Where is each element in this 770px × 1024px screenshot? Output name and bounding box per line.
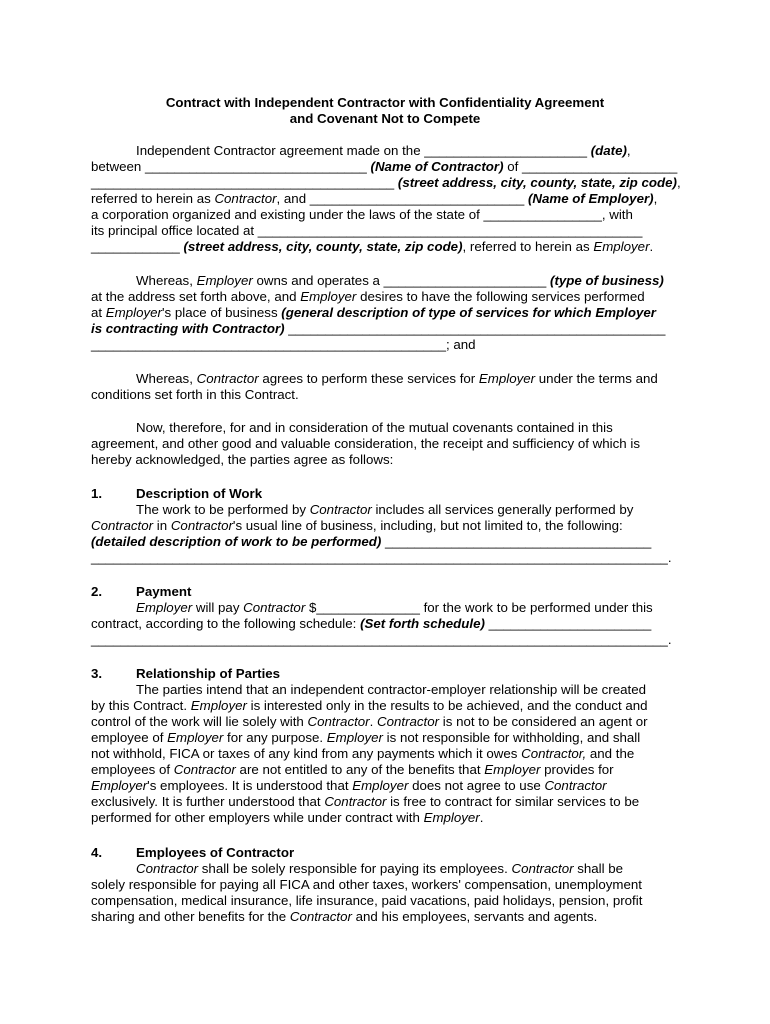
section-3-line-5: not withhold, FICA or taxes of any kind from any payments which it owes Contractor, and the — [91, 746, 635, 761]
document-title: Contract with Independent Contractor with Confidentiality Agreement — [165, 95, 605, 110]
section-2-number: 2. — [91, 584, 103, 599]
intro-line-3: _________________________________________ (street address, city, county, state, zip code), — [91, 175, 681, 190]
section-3-line-9: performed for other employers while under contract with Employer. — [91, 810, 484, 825]
contractor-name-blank: ______________________________ — [144, 159, 367, 174]
date-blank: ______________________ — [424, 143, 587, 158]
whereas2-line-1: Whereas, Contractor agrees to perform these services for Employer under the terms and — [136, 371, 658, 386]
intro-line-6: its principal office located at ____________________________________________________ — [91, 223, 643, 238]
whereas1-line-4: is contracting with Contractor) ___________________________________________________ — [91, 321, 666, 336]
section-4-line-2: solely responsible for paying all FICA and other taxes, workers' compensation, unemployment — [91, 877, 642, 892]
section-1-line-4: ______________________________________________________________________________. — [91, 550, 672, 565]
now-line-2: agreement, and other good and valuable consideration, the receipt and sufficiency of which is — [91, 436, 640, 451]
section-1-line-1: The work to be performed by Contractor includes all services generally performed by — [136, 502, 634, 517]
whereas2-line-2: conditions set forth in this Contract. — [91, 387, 299, 402]
whereas1-line-5: ________________________________________________; and — [91, 337, 476, 352]
intro-line-2: between ______________________________ (Name of Contractor) of _____________________ — [91, 159, 678, 174]
section-3-line-2: by this Contract. Employer is interested only in the results to be achieved, and the conduct and — [91, 698, 648, 713]
whereas1-line-1: Whereas, Employer owns and operates a ______________________ (type of business) — [136, 273, 664, 288]
section-3-number: 3. — [91, 666, 103, 681]
section-4-line-4: sharing and other benefits for the Contractor and his employees, servants and agents. — [91, 909, 598, 924]
section-3-heading: Relationship of Parties — [136, 666, 281, 681]
section-3-line-4: employee of Employer for any purpose. Employer is not responsible for withholding, and shall — [91, 730, 641, 745]
section-3-line-1: The parties intend that an independent contractor-employer relationship will be created — [136, 682, 647, 697]
section-3-line-6: employees of Contractor are not entitled to any of the benefits that Employer provides for — [91, 762, 614, 777]
section-1-line-2: Contractor in Contractor's usual line of business, including, but not limited to, the following: — [91, 518, 623, 533]
now-line-1: Now, therefore, for and in consideration of the mutual covenants contained in this — [136, 420, 613, 435]
section-1-line-3: (detailed description of work to be performed) ____________________________________ — [91, 534, 652, 549]
section-3-line-7: Employer's employees. It is understood that Employer does not agree to use Contractor — [91, 778, 607, 793]
section-4-heading: Employees of Contractor — [136, 845, 295, 860]
section-2-heading: Payment — [136, 584, 192, 599]
section-2-line-3: ______________________________________________________________________________. — [91, 632, 672, 647]
intro-line-1: Independent Contractor agreement made on the ______________________ (date), — [136, 143, 631, 158]
whereas1-line-3: at Employer's place of business (general description of type of services for which Employer — [91, 305, 656, 320]
employer-name-blank: _____________________________ — [309, 191, 525, 206]
section-4-line-3: compensation, medical insurance, life insurance, paid vacations, paid holidays, pension, profit — [91, 893, 643, 908]
section-1-heading: Description of Work — [136, 486, 263, 501]
whereas1-line-2: at the address set forth above, and Employer desires to have the following services performed — [91, 289, 645, 304]
section-4-number: 4. — [91, 845, 103, 860]
section-2-line-1: Employer will pay Contractor $______________ for the work to be performed under this — [136, 600, 653, 615]
section-3-line-8: exclusively. It is further understood that Contractor is free to contract for similar services to be — [91, 794, 640, 809]
intro-line-4: referred to herein as Contractor, and _____________________________ (Name of Employer), — [91, 191, 658, 206]
now-line-3: hereby acknowledged, the parties agree as follows: — [91, 452, 394, 467]
intro-line-7: ____________ (street address, city, county, state, zip code), referred to herein as Employer. — [91, 239, 654, 254]
section-1-number: 1. — [91, 486, 103, 501]
section-4-line-1: Contractor shall be solely responsible for paying its employees. Contractor shall be — [136, 861, 624, 876]
section-2-line-2: contract, according to the following schedule: (Set forth schedule) ______________________ — [91, 616, 652, 631]
document-subtitle: and Covenant Not to Compete — [289, 111, 481, 126]
section-3-line-3: control of the work will lie solely with Contractor. Contractor is not to be considered an agent or — [91, 714, 648, 729]
intro-line-5: a corporation organized and existing under the laws of the state of ________________, with — [91, 207, 633, 222]
